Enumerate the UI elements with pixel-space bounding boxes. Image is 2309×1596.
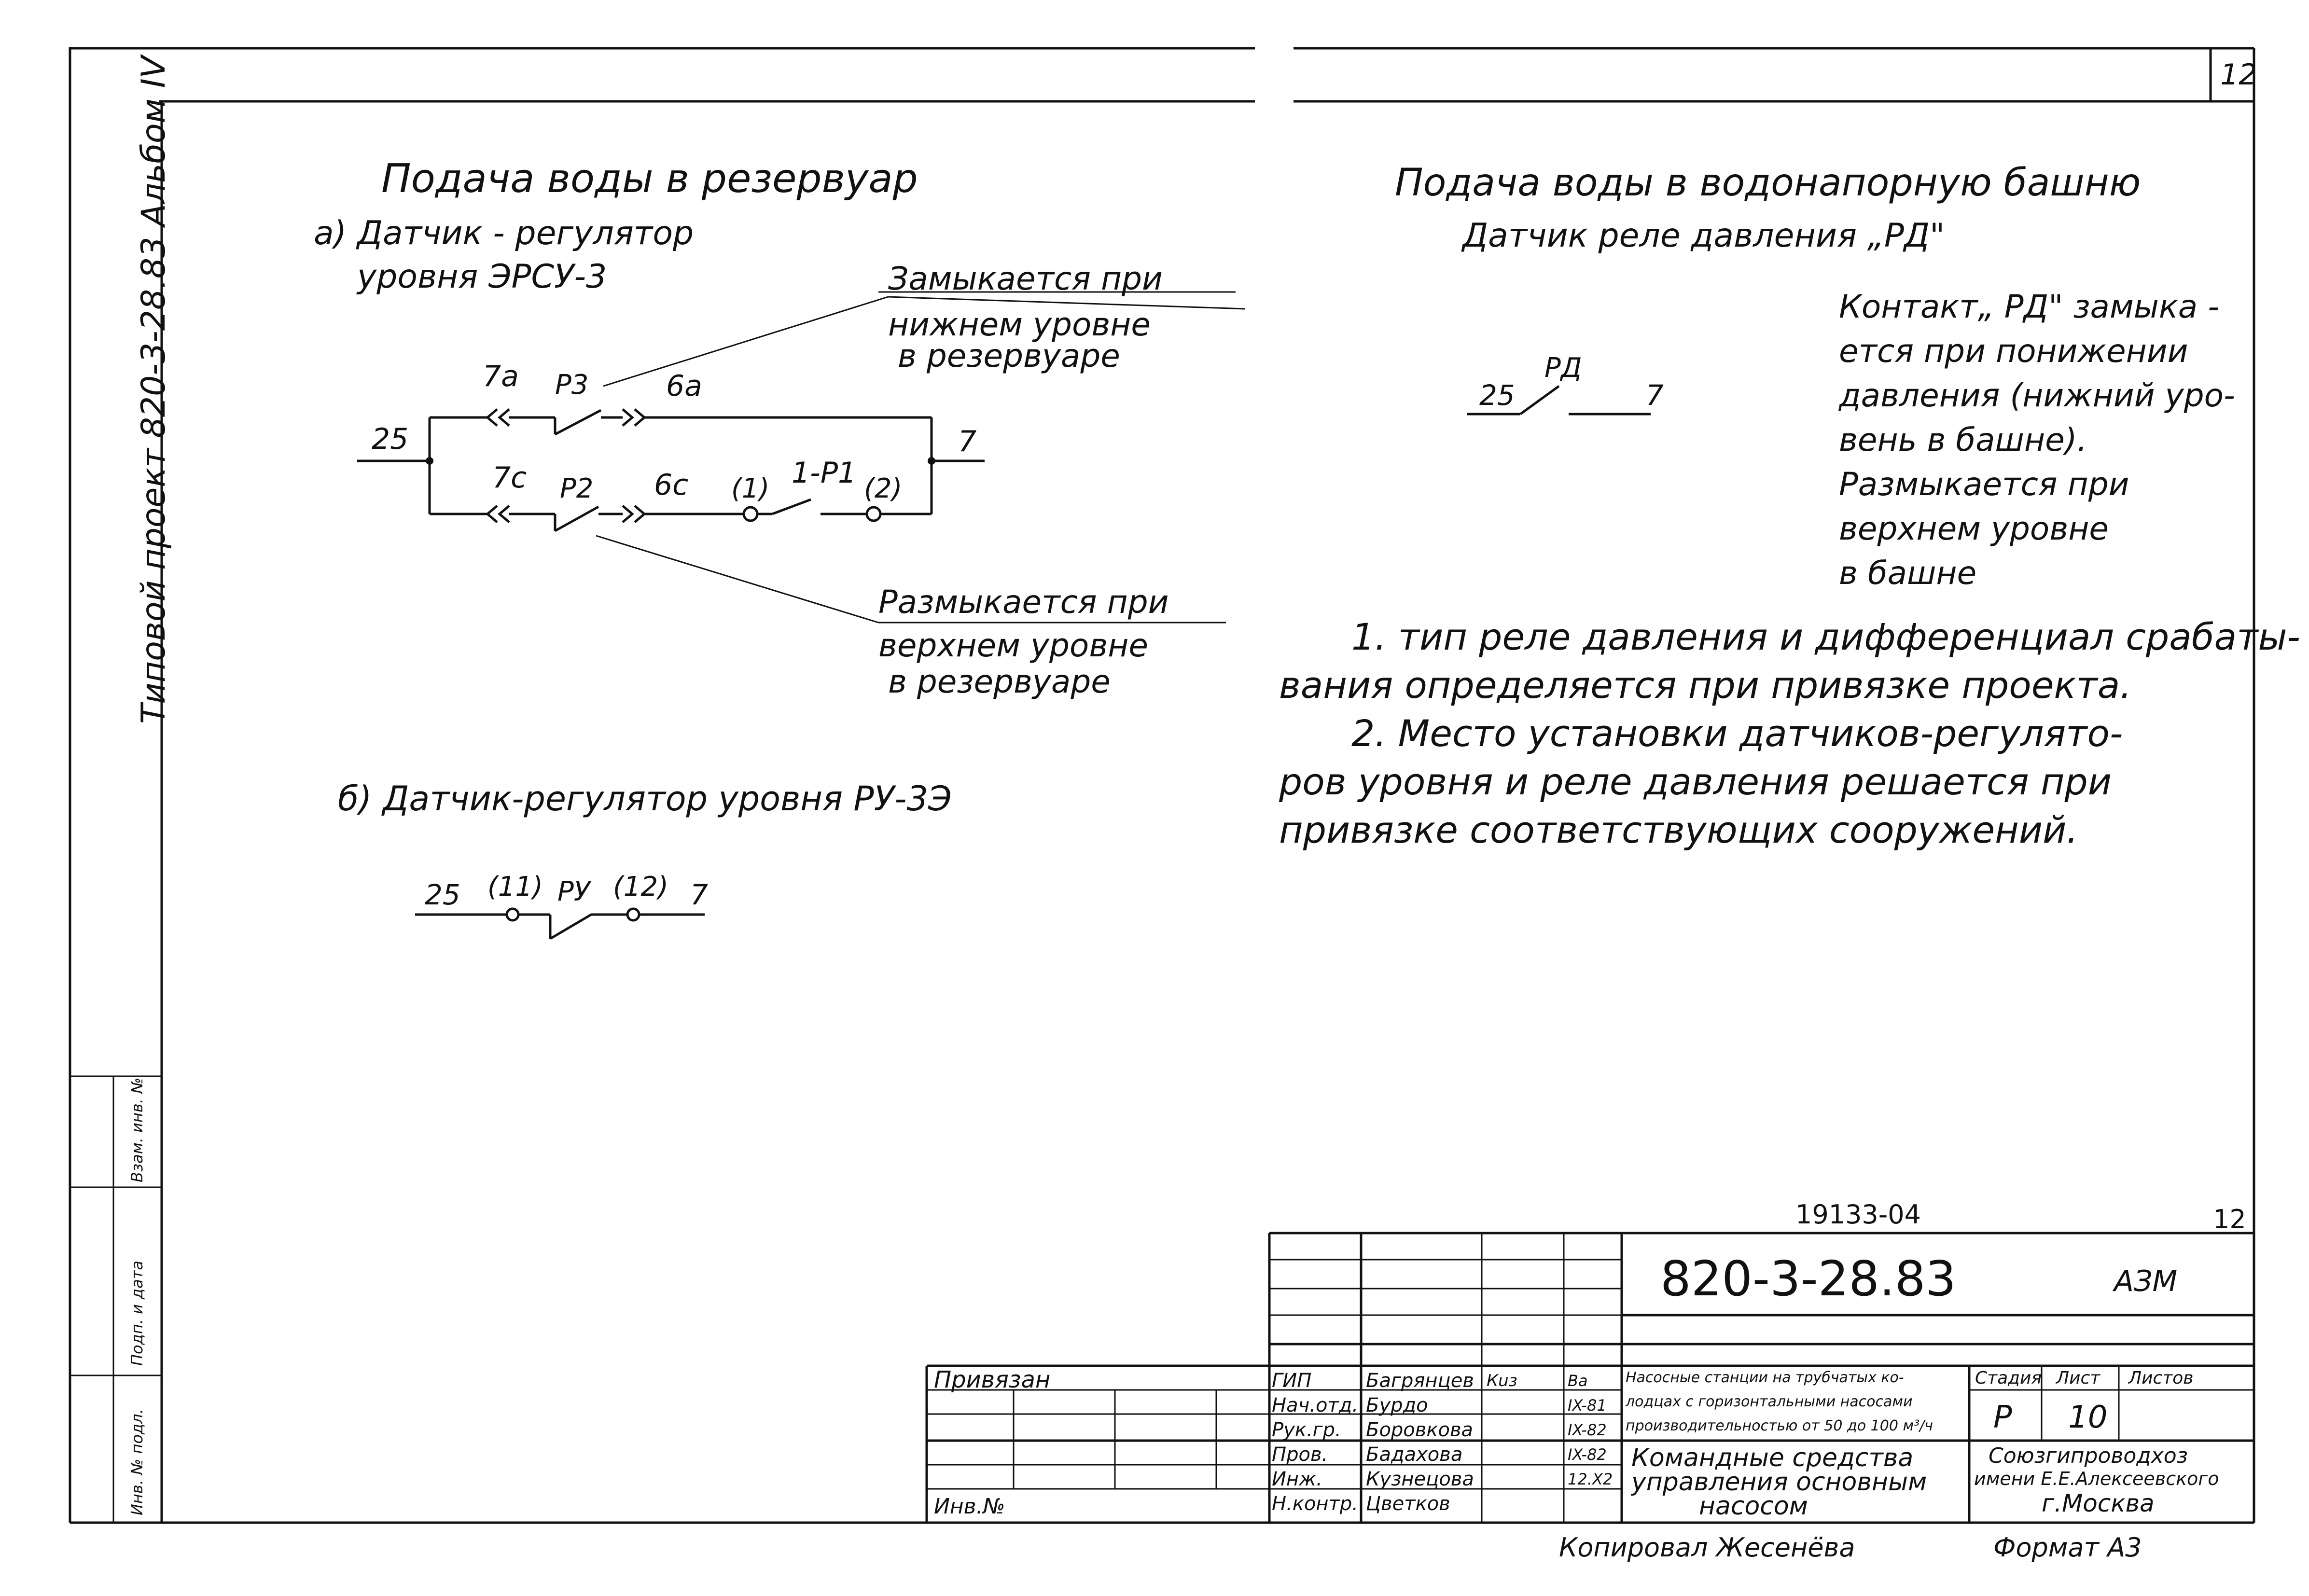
- role: Инж.: [1272, 1468, 1322, 1490]
- names-column: [1366, 1369, 1474, 1516]
- ru-label-ru: РУ: [557, 876, 590, 907]
- role: Рук.гр.: [1272, 1419, 1341, 1441]
- label-7a: 7а: [483, 360, 519, 393]
- person-name: Цветков: [1366, 1493, 1450, 1515]
- inv-code: 19133-04: [1795, 1199, 1921, 1230]
- ru-label-11: (11): [487, 871, 543, 902]
- notes: [1279, 613, 2300, 854]
- org-1: Союзгипроводхоз: [1989, 1443, 2188, 1468]
- left-sub-b: б) Датчик-регулятор уровня РУ-3Э: [338, 779, 952, 819]
- role: Н.контр.: [1272, 1493, 1358, 1515]
- sheet-title-1: Командные средства: [1631, 1443, 1914, 1472]
- annot-bot-2: верхнем уровне: [878, 627, 1148, 664]
- contact-line: вень в башне).: [1839, 421, 2087, 458]
- person-name: Кузнецова: [1366, 1468, 1474, 1490]
- left-sub-a-2: уровня ЭРСУ-3: [357, 258, 607, 296]
- note-line: привязке соответствующих сооружений.: [1279, 808, 2078, 851]
- annot-top-3: в резервуаре: [898, 337, 1120, 375]
- sheet-number-block: 12: [2213, 1204, 2246, 1235]
- left-sub-a-1: а) Датчик - регулятор: [314, 214, 694, 252]
- role: Нач.отд.: [1272, 1394, 1359, 1416]
- label-p2: Р2: [560, 473, 594, 504]
- ru-label-7: 7: [690, 878, 708, 911]
- date: IX-82: [1568, 1421, 1607, 1439]
- inv-no-label: Инв.№: [934, 1494, 1005, 1519]
- side-stamp-col3: Инв. № подл.: [128, 1409, 146, 1515]
- project-desc-1: Насосные станции на трубчатых ко-: [1626, 1369, 1904, 1386]
- label-1p1: 1-Р1: [792, 456, 857, 490]
- annot-bot-3: в резервуаре: [888, 663, 1111, 700]
- right-subtitle: Датчик реле давления „РД": [1462, 217, 1945, 255]
- person-name: Бурдо: [1366, 1394, 1428, 1416]
- ru-circuit: [415, 909, 705, 939]
- person-name: Бадахова: [1366, 1443, 1463, 1466]
- side-title: Типовой проект 820-3-28.83 Альбом IV: [135, 56, 173, 724]
- rd-label-7: 7: [1646, 379, 1664, 412]
- label-7: 7: [958, 425, 977, 458]
- dates-column: [1568, 1369, 1613, 1492]
- sheet-number-top: 12: [2220, 58, 2257, 92]
- project-desc-3: производительностью от 50 до 100 м³/ч: [1626, 1417, 1933, 1434]
- project-desc-2: лодцах с горизонтальными насосами: [1626, 1393, 1913, 1410]
- sheets-label: Листов: [2128, 1368, 2194, 1388]
- ru-label-12: (12): [613, 871, 668, 902]
- paper-format: Формат А3: [1993, 1532, 2142, 1563]
- doc-number: 820-3-28.83: [1660, 1250, 1956, 1307]
- label-6a: 6а: [666, 369, 702, 403]
- contact-line: Размыкается при: [1839, 466, 2129, 503]
- note-line: 1. тип реле давления и дифференциал срабаты-: [1351, 615, 2300, 658]
- label-6c: 6с: [654, 468, 689, 502]
- left-title: Подача воды в резервуар: [381, 156, 918, 202]
- org-3: г.Москва: [2042, 1489, 2155, 1517]
- label-p3: Р3: [555, 369, 589, 401]
- note-line: вания определяется при привязке проекта.: [1279, 664, 2132, 707]
- annot-bot-1: Размыкается при: [878, 583, 1169, 621]
- sheet-value: 10: [2068, 1400, 2108, 1435]
- note-line: 2. Место установки датчиков-регулято-: [1351, 712, 2123, 755]
- org-2: имени Е.Е.Алексеевского: [1974, 1468, 2219, 1489]
- label-7c: 7с: [492, 461, 527, 495]
- ru-label-25: 25: [425, 878, 460, 911]
- signs-column: [1487, 1369, 1517, 1393]
- sheet-title-2: управления основным: [1631, 1468, 1927, 1497]
- contact-line: верхнем уровне: [1839, 510, 2109, 547]
- right-title: Подача воды в водонапорную башню: [1395, 161, 2141, 205]
- date: IX-82: [1568, 1445, 1607, 1464]
- annot-top-2: нижнем уровне: [888, 306, 1151, 343]
- roles-column: [1272, 1369, 1358, 1516]
- privyazan-label: Привязан: [934, 1366, 1051, 1393]
- doc-mark: АЗМ: [2114, 1264, 2178, 1298]
- person-name: Багрянцев: [1366, 1370, 1474, 1392]
- sheet-label: Лист: [2056, 1368, 2100, 1388]
- date: 12.X2: [1568, 1470, 1613, 1488]
- side-stamp-col1: Подп. и дата: [128, 1261, 146, 1366]
- person-name: Боровкова: [1366, 1419, 1474, 1441]
- contact-text: [1839, 285, 2235, 596]
- sheet-title-3: насосом: [1699, 1492, 1808, 1521]
- role: Пров.: [1272, 1443, 1328, 1466]
- rd-label-25: 25: [1479, 379, 1515, 412]
- contact-line: Контакт„ РД" замыка -: [1839, 288, 2220, 325]
- copied-by: Копировал Жесенёва: [1559, 1532, 1855, 1563]
- contact-line: в башне: [1839, 555, 1977, 592]
- label-25: 25: [372, 422, 409, 456]
- annot-top-1: Замыкается при: [888, 260, 1163, 297]
- signature: Кuз: [1487, 1371, 1517, 1390]
- date: Вa: [1568, 1372, 1588, 1390]
- contact-line: ется при понижении: [1839, 333, 2188, 370]
- label-c2: (2): [864, 473, 903, 504]
- stage-label: Стадия: [1975, 1368, 2042, 1388]
- note-line: ров уровня и реле давления решается при: [1279, 760, 2112, 803]
- side-stamp-col2: Взам. инв. №: [128, 1077, 146, 1182]
- stage-value: Р: [1993, 1400, 2012, 1435]
- role: ГИП: [1272, 1370, 1312, 1392]
- date: IX-81: [1568, 1396, 1607, 1415]
- label-c1: (1): [731, 473, 770, 504]
- rd-label-rd: РД: [1544, 352, 1582, 384]
- contact-line: давления (нижний уро-: [1839, 377, 2235, 414]
